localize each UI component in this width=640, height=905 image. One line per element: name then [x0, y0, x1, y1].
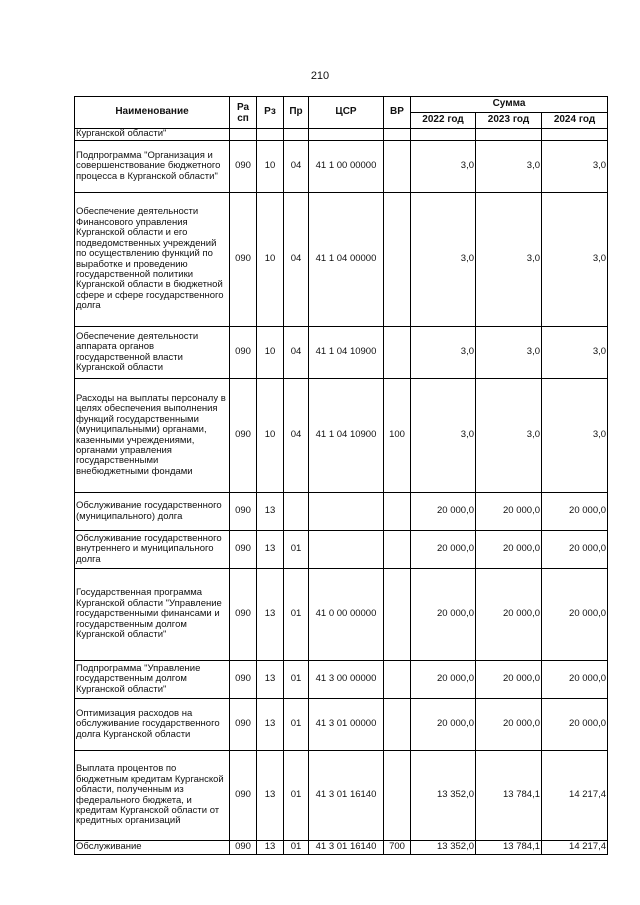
row-2022: 20 000,0 [411, 569, 476, 661]
col-2024-header: 2024 год [542, 113, 608, 129]
row-pr: 01 [284, 841, 309, 855]
table-row [75, 141, 608, 193]
row-rasp: 090 [230, 141, 257, 193]
row-2024: 14 217,4 [542, 751, 608, 841]
col-rz-header: Рз [257, 97, 284, 129]
row-pr: 04 [284, 327, 309, 379]
row-2023: 3,0 [476, 327, 542, 379]
row-csr: 41 0 00 00000 [309, 569, 384, 661]
table-row [75, 751, 608, 841]
row-2023: 3,0 [476, 193, 542, 327]
row-vr [384, 699, 411, 751]
table-row [75, 129, 608, 141]
row-csr: 41 1 04 00000 [309, 193, 384, 327]
row-csr: 41 3 01 16140 [309, 841, 384, 855]
row-rz: 13 [257, 569, 284, 661]
row-csr [309, 531, 384, 569]
row-2022: 13 352,0 [411, 751, 476, 841]
row-2022: 20 000,0 [411, 493, 476, 531]
budget-table [74, 96, 608, 855]
row-name: Обслуживание государственного (муниципального) долга [75, 493, 230, 531]
row-2022: 3,0 [411, 141, 476, 193]
row-2024: 3,0 [542, 141, 608, 193]
col-2022-header: 2022 год [411, 113, 476, 129]
row-2023: 20 000,0 [476, 531, 542, 569]
row-rz: 10 [257, 193, 284, 327]
row-vr [384, 661, 411, 699]
row-rz: 13 [257, 661, 284, 699]
col-name-header: Наименование [75, 97, 230, 129]
row-2023 [476, 129, 542, 141]
row-2023: 3,0 [476, 379, 542, 493]
table-row [75, 327, 608, 379]
row-pr [284, 493, 309, 531]
row-csr: 41 3 01 16140 [309, 751, 384, 841]
row-vr: 100 [384, 379, 411, 493]
table-row [75, 569, 608, 661]
col-csr-header: ЦСР [309, 97, 384, 129]
row-rasp: 090 [230, 531, 257, 569]
row-csr [309, 493, 384, 531]
row-name: Обслуживание [75, 841, 230, 855]
row-rz: 13 [257, 841, 284, 855]
row-rasp: 090 [230, 569, 257, 661]
row-2022: 3,0 [411, 327, 476, 379]
row-pr: 01 [284, 699, 309, 751]
row-2024: 14 217,4 [542, 841, 608, 855]
row-2024: 3,0 [542, 193, 608, 327]
table-row [75, 379, 608, 493]
table-row [75, 531, 608, 569]
row-2022: 20 000,0 [411, 699, 476, 751]
row-rasp [230, 129, 257, 141]
row-rz: 13 [257, 751, 284, 841]
row-2024: 3,0 [542, 327, 608, 379]
row-pr: 01 [284, 661, 309, 699]
row-rz [257, 129, 284, 141]
row-rasp: 090 [230, 699, 257, 751]
col-pr-header: Пр [284, 97, 309, 129]
row-vr [384, 751, 411, 841]
row-2023: 20 000,0 [476, 569, 542, 661]
row-2022 [411, 129, 476, 141]
row-rasp: 090 [230, 661, 257, 699]
row-2024: 20 000,0 [542, 661, 608, 699]
row-2022: 20 000,0 [411, 661, 476, 699]
row-vr [384, 129, 411, 141]
row-name: Подпрограмма "Управление государственным долгом Курганской области" [75, 661, 230, 699]
row-2024: 20 000,0 [542, 493, 608, 531]
table-row [75, 841, 608, 855]
row-2023: 20 000,0 [476, 699, 542, 751]
row-name: Курганской области" [75, 129, 230, 141]
row-rasp: 090 [230, 493, 257, 531]
row-rz: 13 [257, 531, 284, 569]
row-vr: 700 [384, 841, 411, 855]
col-2023-header: 2023 год [476, 113, 542, 129]
row-vr [384, 327, 411, 379]
row-csr [309, 129, 384, 141]
col-rasp-header: Ра сп [230, 97, 257, 129]
row-name: Обслуживание государственного внутреннего и муниципального долга [75, 531, 230, 569]
row-csr: 41 3 00 00000 [309, 661, 384, 699]
table-row [75, 493, 608, 531]
row-vr [384, 193, 411, 327]
table-row [75, 699, 608, 751]
row-2023: 20 000,0 [476, 493, 542, 531]
table-body [75, 129, 608, 855]
row-csr: 41 3 01 00000 [309, 699, 384, 751]
row-rz: 10 [257, 141, 284, 193]
row-2024: 20 000,0 [542, 569, 608, 661]
row-pr: 04 [284, 379, 309, 493]
table-row [75, 193, 608, 327]
row-2024: 20 000,0 [542, 531, 608, 569]
col-summa-header: Сумма [411, 97, 608, 113]
row-2024: 3,0 [542, 379, 608, 493]
row-name: Расходы на выплаты персоналу в целях обеспечения выполнения функций государственными (муниципальными) органами, казенными учреждениями, органами управления государственными внебюджетными фондами [75, 379, 230, 493]
row-2022: 3,0 [411, 193, 476, 327]
row-vr [384, 531, 411, 569]
row-2024 [542, 129, 608, 141]
row-name: Подпрограмма "Организация и совершенствование бюджетного процесса в Курганской области" [75, 141, 230, 193]
header-row [75, 97, 608, 113]
col-vr-header: ВР [384, 97, 411, 129]
row-rz: 10 [257, 379, 284, 493]
row-pr: 01 [284, 531, 309, 569]
row-2023: 13 784,1 [476, 841, 542, 855]
row-csr: 41 1 00 00000 [309, 141, 384, 193]
row-2022: 13 352,0 [411, 841, 476, 855]
row-2024: 20 000,0 [542, 699, 608, 751]
row-name: Обеспечение деятельности аппарата органов государственной власти Курганской области [75, 327, 230, 379]
page-number: 210 [310, 70, 330, 82]
row-rasp: 090 [230, 841, 257, 855]
row-rz: 13 [257, 699, 284, 751]
row-2022: 20 000,0 [411, 531, 476, 569]
row-2023: 13 784,1 [476, 751, 542, 841]
row-vr [384, 493, 411, 531]
row-2023: 3,0 [476, 141, 542, 193]
row-name: Государственная программа Курганской области "Управление государственными финансами и государственным долгом Курганской области" [75, 569, 230, 661]
row-name: Выплата процентов по бюджетным кредитам Курганской области, полученным из федерального бюджета, и кредитам Курганской области от кредитных организаций [75, 751, 230, 841]
row-pr: 01 [284, 569, 309, 661]
row-pr: 01 [284, 751, 309, 841]
row-rasp: 090 [230, 379, 257, 493]
table-row [75, 661, 608, 699]
row-pr: 04 [284, 193, 309, 327]
row-vr [384, 141, 411, 193]
row-rasp: 090 [230, 193, 257, 327]
row-pr [284, 129, 309, 141]
row-rz: 13 [257, 493, 284, 531]
row-rasp: 090 [230, 327, 257, 379]
row-csr: 41 1 04 10900 [309, 379, 384, 493]
row-rz: 10 [257, 327, 284, 379]
row-2023: 20 000,0 [476, 661, 542, 699]
row-pr: 04 [284, 141, 309, 193]
row-name: Обеспечение деятельности Финансового управления Курганской области и его подведомственных учреждений по осуществлению функций по выработке и проведению государственной политики Курганской области в бюджетной сфере и сфере государственного долга [75, 193, 230, 327]
row-rasp: 090 [230, 751, 257, 841]
row-2022: 3,0 [411, 379, 476, 493]
row-name: Оптимизация расходов на обслуживание государственного долга Курганской области [75, 699, 230, 751]
row-vr [384, 569, 411, 661]
row-csr: 41 1 04 10900 [309, 327, 384, 379]
